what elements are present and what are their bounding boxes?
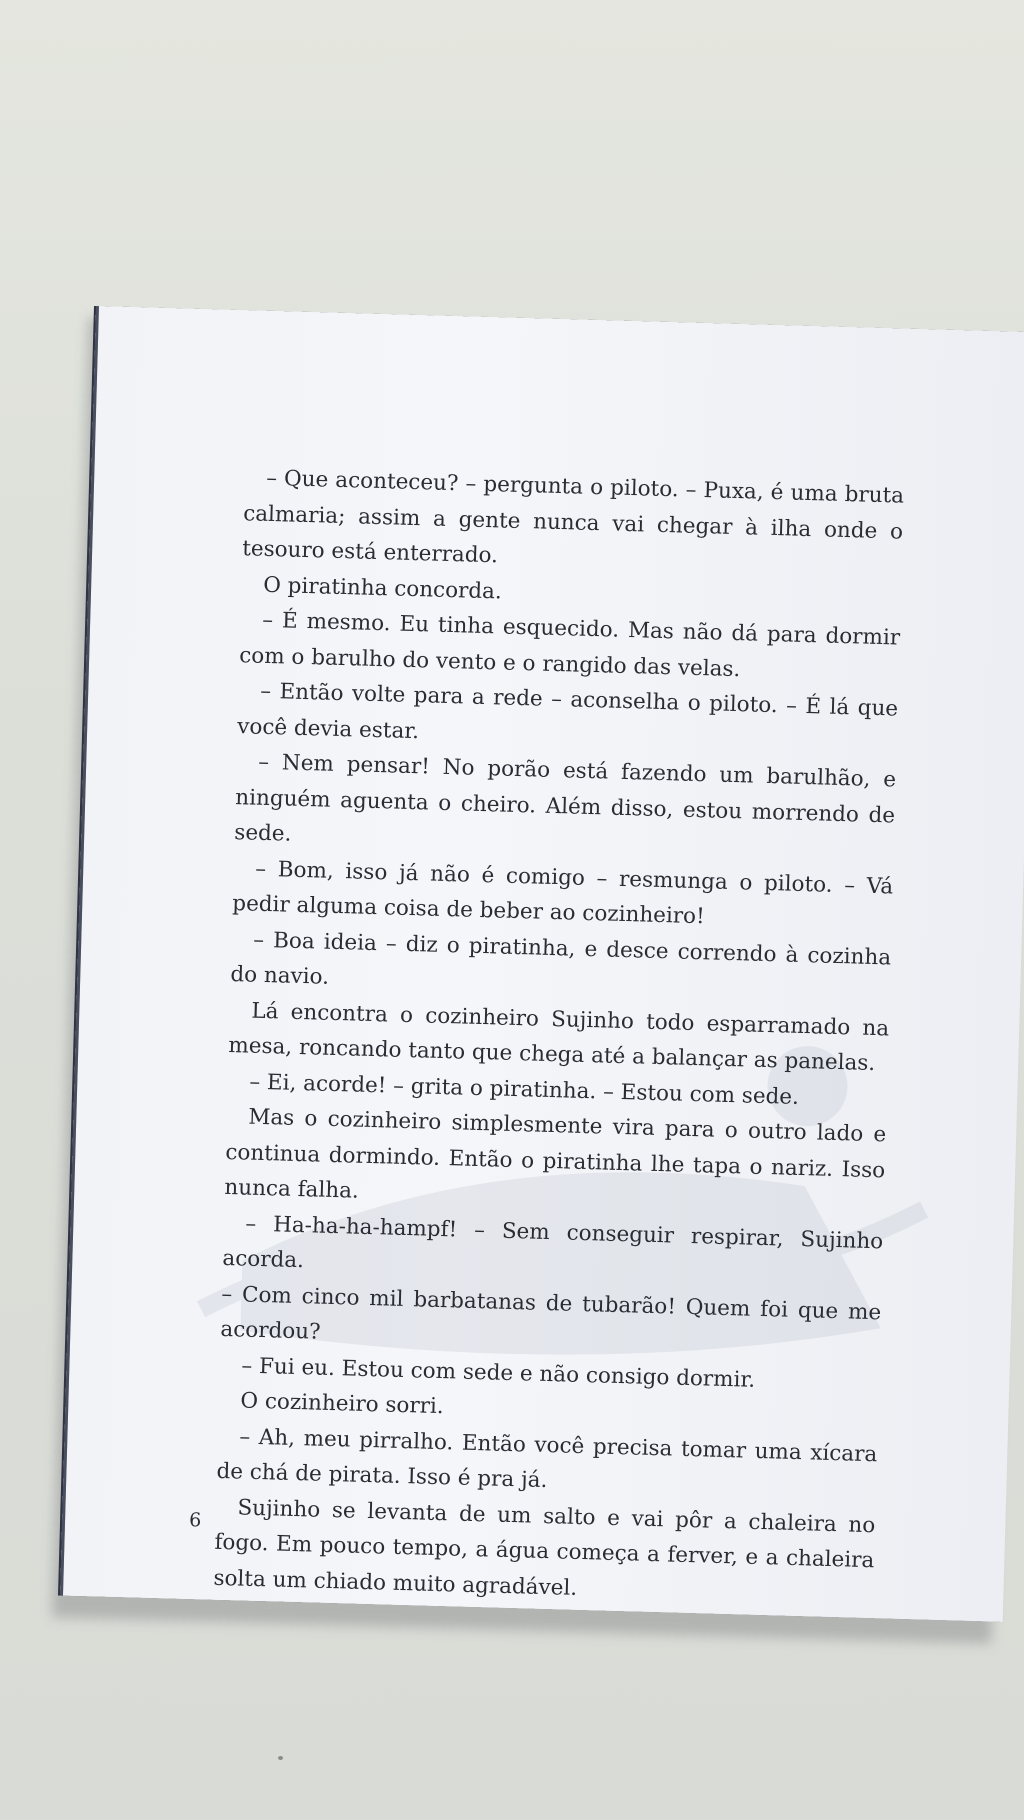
paragraph: – Ah, meu pirralho. Então você precisa tomar uma xícara de chá de pirata. Isso é pra já. (216, 1423, 878, 1494)
paragraph: – Ei, acorde! – grita o piratinha. – Estou com sede. (249, 1069, 800, 1110)
paragraph: Sujinho se levanta de um salto e vai pôr a chaleira no fogo. Em pouco tempo, a água começa a ferver, e a chaleira solta um chiado muito agradável. (213, 1494, 876, 1601)
paragraph: – Boa ideia – diz o piratinha, e desce correndo à cozinha do navio. (230, 927, 892, 990)
book-page (60, 306, 1024, 1622)
paragraph: – Ha-ha-ha-hampf! – Sem conseguir respirar, Sujinho acorda. (222, 1211, 884, 1274)
paragraph: O cozinheiro sorri. (240, 1388, 445, 1420)
paragraph: – É mesmo. Eu tinha esquecido. Mas não dá para dormir com o barulho do vento e o rangido das velas. (238, 607, 901, 682)
paragraph: O piratinha concorda. (262, 572, 503, 604)
paragraph: Lá encontra o cozinheiro Sujinho todo esparramado na mesa, roncando tanto que chega até a balançar as panelas. (228, 998, 890, 1077)
table-speck (278, 1756, 283, 1760)
paragraph: – Então volte para a rede – aconselha o piloto. – É lá que você devia estar. (236, 678, 899, 744)
page-number: 6 (188, 1509, 202, 1532)
paragraph: – Bom, isso já não é comigo – resmunga o piloto. – Vá pedir alguma coisa de beber ao cozinheiro! (232, 856, 894, 930)
paragraph: – Fui eu. Estou com sede e não consigo dormir. (241, 1352, 756, 1393)
page-text (213, 460, 904, 1614)
paragraph: – Que aconteceu? – pergunta o piloto. – Puxa, é uma bruta calmaria; assim a gente nunca vai chegar à ilha onde o tesouro está enterrado. (241, 465, 905, 569)
paragraph: – Com cinco mil barbatanas de tubarão! Quem foi que me acordou? (220, 1281, 882, 1345)
paragraph: Mas o cozinheiro simplesmente vira para o outro lado e continua dormindo. Então o piratinha lhe tapa o nariz. Isso nunca falha. (224, 1104, 887, 1204)
paragraph: – Nem pensar! No porão está fazendo um barulhão, e ninguém aguenta o cheiro. Além disso, estou morrendo de sede. (234, 749, 897, 847)
